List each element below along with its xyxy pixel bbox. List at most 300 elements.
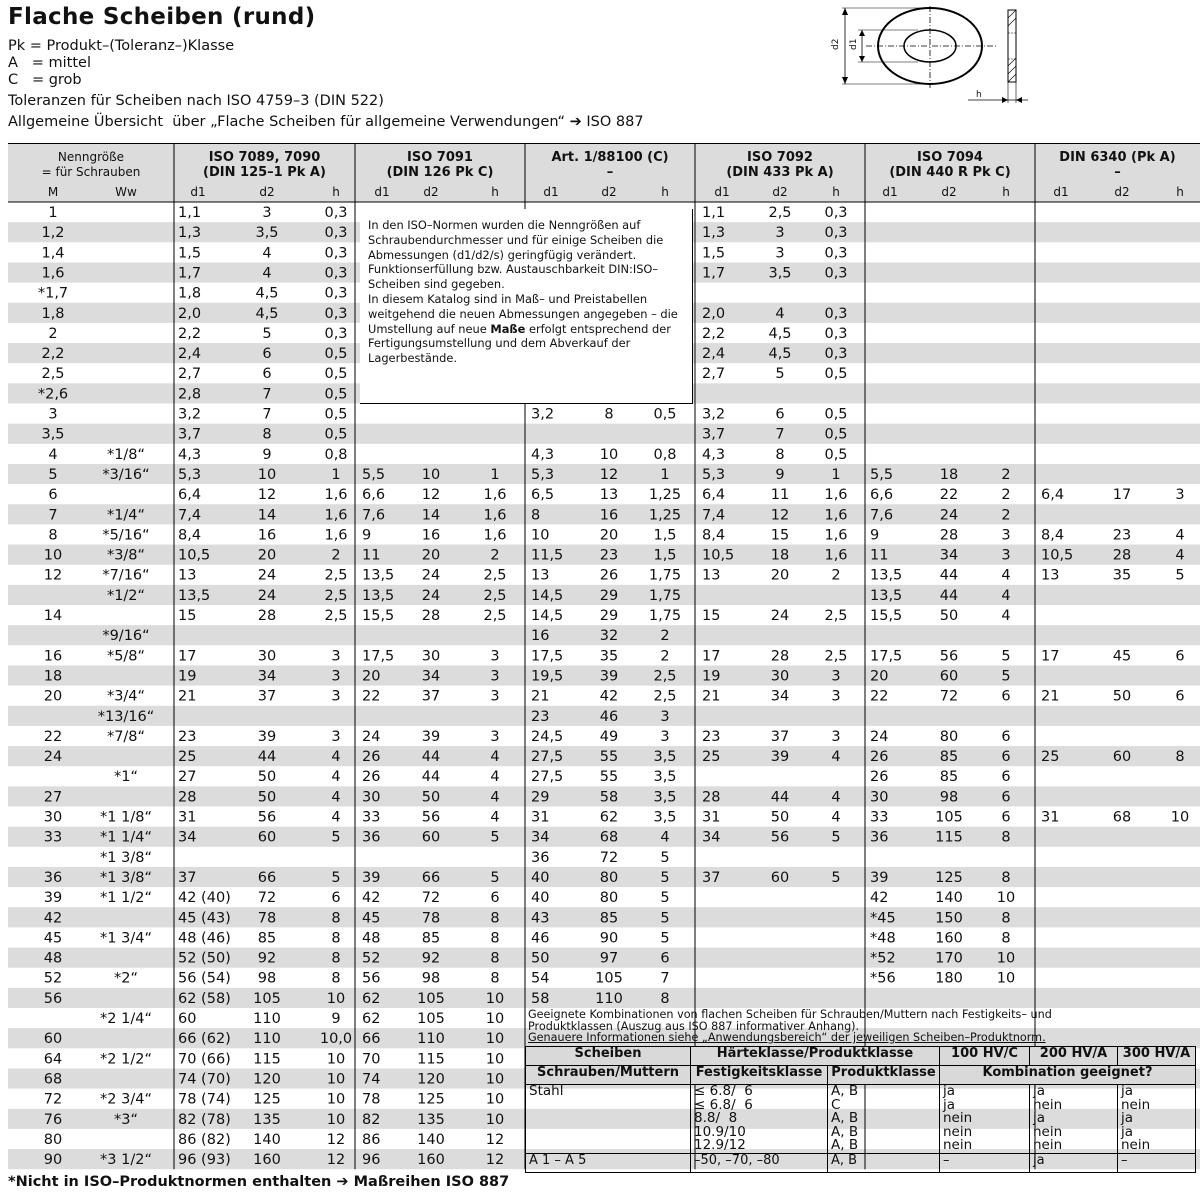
table-cell: 2	[1001, 466, 1011, 483]
table-cell: 140	[935, 890, 963, 907]
table-cell: 11	[362, 547, 381, 564]
table-cell: 8	[490, 970, 500, 987]
table-cell: 0,3	[824, 265, 848, 282]
table-cell: 3,5	[653, 789, 677, 806]
header-col-ww: Ww	[115, 185, 137, 199]
table-cell: 6	[1175, 688, 1185, 705]
table-cell: 85	[599, 910, 619, 927]
table-cell: 17,5	[362, 648, 395, 665]
stahl-festigkeit: ≤ 6.8/ 6 ≤ 6.8/ 6 8.8/ 8 10.9/10 12.9/12	[691, 1085, 828, 1154]
table-cell: 8	[331, 910, 341, 927]
table-cell: 4	[1001, 567, 1011, 584]
table-cell: 160	[253, 1152, 281, 1169]
header-sub-h: h	[332, 185, 340, 199]
table-cell: 37	[257, 688, 277, 705]
table-cell: 82 (78)	[178, 1111, 231, 1128]
table-cell: 12	[770, 507, 790, 524]
table-cell: 27,5	[531, 769, 564, 786]
table-cell: 6,4	[1041, 487, 1065, 504]
table-cell: 2,7	[702, 366, 726, 383]
table-cell: 3	[490, 728, 500, 745]
table-cell: 4	[831, 789, 841, 806]
table-cell: 1,7	[178, 265, 202, 282]
table-cell: 4	[1175, 547, 1185, 564]
table-cell: 0,5	[324, 386, 348, 403]
table-cell: 3	[331, 728, 341, 745]
table-cell: 4,5	[255, 285, 279, 302]
a1a5-label: A 1 – A 5	[526, 1153, 691, 1172]
table-cell: 5	[660, 910, 670, 927]
table-cell: 58	[531, 990, 550, 1007]
table-cell: 80	[939, 728, 959, 745]
table-cell: 5	[490, 869, 500, 886]
table-cell: 10	[485, 990, 505, 1007]
table-cell: 25	[1041, 749, 1060, 766]
table-cell: 6,6	[362, 487, 386, 504]
table-cell: 115	[417, 1051, 445, 1068]
table-cell: 7	[262, 386, 272, 403]
table-cell: 4	[1001, 608, 1011, 624]
table-cell: 4,3	[702, 446, 726, 463]
table-cell: *5/16“	[102, 527, 150, 544]
table-cell: 36	[531, 849, 550, 866]
table-cell: 3,5	[653, 769, 677, 786]
table-cell: 62 (58)	[178, 990, 231, 1007]
table-cell: 37	[421, 688, 441, 705]
table-cell: 12	[326, 1152, 346, 1169]
table-cell: 10	[257, 466, 277, 483]
table-cell: 28	[770, 648, 790, 665]
table-cell: 37	[770, 728, 790, 745]
table-cell: 2,2	[702, 325, 726, 342]
table-cell: 8	[1001, 910, 1011, 927]
table-cell: 2,5	[824, 648, 848, 665]
table-cell: 3,2	[531, 406, 555, 423]
table-cell: 20	[421, 547, 441, 564]
table-cell: 25	[702, 749, 721, 766]
table-cell: 6	[1001, 688, 1011, 705]
table-cell: 0,5	[324, 406, 348, 423]
table-cell: 5	[660, 890, 670, 907]
table-cell: 33	[43, 829, 63, 846]
table-cell: 0,3	[324, 305, 348, 322]
table-cell: *45	[870, 910, 896, 927]
table-cell: 10,5	[702, 547, 735, 564]
table-cell: 62	[362, 1011, 381, 1027]
table-cell: 10	[599, 446, 619, 463]
table-cell: 82	[362, 1111, 381, 1128]
table-row	[114, 769, 1011, 785]
a1a5-300hv: –	[1118, 1153, 1196, 1172]
table-cell: 7,4	[702, 507, 726, 524]
table-cell: 17,5	[870, 648, 903, 665]
table-cell: 0,3	[824, 205, 848, 221]
note-p3c: erfolgt entsprechend der Fertigungsumstellung und dem Abverkauf der Lagerbestände.	[368, 321, 671, 366]
table-cell: 78	[362, 1091, 381, 1108]
table-cell: 3	[1175, 487, 1185, 504]
table-cell: 5	[660, 869, 670, 886]
table-cell: 21	[531, 688, 550, 705]
table-cell: 85	[939, 749, 959, 766]
table-cell: 39	[870, 869, 889, 886]
note-p1: In den ISO–Normen wurden die Nenngrößen auf Schraubendurchmesser und für einige Scheiben die Abmessungen (d1/d2/s) geringfügig verändert.	[368, 218, 664, 262]
table-cell: 29	[531, 789, 550, 806]
table-cell: 8,4	[702, 527, 726, 544]
table-cell: 10	[326, 1051, 346, 1068]
table-cell: 20	[43, 688, 63, 705]
table-cell: 180	[935, 970, 963, 987]
table-cell: 28	[1112, 547, 1132, 564]
table-cell: 3	[331, 648, 341, 665]
table-cell: 110	[595, 990, 623, 1007]
table-cell: *1/2“	[106, 587, 146, 604]
table-cell: 3	[831, 688, 841, 705]
table-cell: 0,3	[824, 346, 848, 363]
table-cell: 17	[1112, 487, 1132, 504]
table-cell: 2,4	[178, 346, 202, 363]
table-cell: 4	[1001, 587, 1011, 604]
table-cell: 120	[417, 1071, 445, 1088]
table-cell: 10	[996, 970, 1016, 987]
table-cell: *2 1/2“	[100, 1051, 152, 1068]
table-cell: 4	[331, 809, 341, 826]
table-cell: 60	[421, 829, 441, 846]
table-cell: 16	[257, 527, 277, 544]
table-cell: 5	[1001, 648, 1011, 665]
table-cell: 10	[326, 1091, 346, 1108]
header-group-5: ISO 7094	[917, 150, 983, 165]
table-cell: 34	[939, 547, 959, 564]
table-cell: 16	[531, 628, 550, 645]
table-cell: 23	[531, 708, 550, 725]
table-cell: 10	[485, 1111, 505, 1128]
table-cell: 12	[43, 567, 63, 584]
table-cell: 56	[43, 990, 63, 1007]
table-cell: 34	[178, 829, 197, 846]
table-cell: 6	[1175, 648, 1185, 665]
table-cell: 26	[362, 769, 381, 786]
table-cell: 54	[531, 970, 550, 987]
table-cell: 2,5	[653, 668, 677, 685]
table-cell: 12	[599, 466, 619, 483]
table-cell: 22	[43, 728, 63, 745]
table-cell: 0,5	[324, 366, 348, 383]
table-cell: 17,5	[531, 648, 564, 665]
table-cell: 3,5	[653, 809, 677, 826]
table-cell: 1,25	[648, 507, 682, 524]
table-cell: 1,6	[324, 507, 348, 524]
table-cell: 0,5	[824, 406, 848, 423]
table-cell: 27	[43, 789, 63, 806]
table-cell: 39	[257, 728, 277, 745]
table-cell: 72	[421, 890, 441, 907]
table-cell: 5	[331, 869, 341, 886]
table-cell: 6,4	[702, 487, 726, 504]
table-cell: 56	[362, 970, 381, 987]
table-cell: 2,5	[824, 608, 848, 624]
table-cell: 15	[770, 527, 790, 544]
header-group-2-sub: (DIN 126 Pk C)	[386, 165, 494, 180]
table-cell: 26	[362, 749, 381, 766]
table-cell: 24	[43, 749, 63, 766]
table-cell: 60	[1112, 749, 1132, 766]
table-cell: *3/4“	[106, 688, 146, 705]
table-cell: 22	[870, 688, 889, 705]
table-cell: 80	[599, 890, 619, 907]
table-cell: 24	[939, 507, 959, 524]
table-cell: 29	[599, 608, 619, 624]
table-cell: 48	[362, 930, 381, 947]
table-cell: 12	[485, 1131, 505, 1148]
table-cell: 30	[421, 648, 441, 665]
table-cell: 105	[253, 990, 281, 1007]
table-cell: 2,5	[483, 587, 507, 604]
table-cell: 1,5	[702, 245, 726, 262]
table-cell: 14	[257, 507, 277, 524]
table-cell: 4	[490, 789, 500, 806]
table-cell: 9	[775, 466, 785, 483]
table-cell: 42 (40)	[178, 890, 231, 907]
header-300hv: 300 HV/A	[1118, 1047, 1196, 1066]
table-cell: 2	[331, 547, 341, 564]
table-cell: 44	[939, 587, 959, 604]
table-cell: 44	[421, 769, 441, 786]
stahl-label: Stahl	[526, 1085, 691, 1154]
table-cell: 50	[939, 608, 959, 624]
table-cell: 98	[257, 970, 277, 987]
table-cell: 13	[599, 487, 619, 504]
washer-drawing	[828, 6, 1028, 106]
table-cell: 0,8	[653, 446, 677, 463]
table-cell: 1,6	[824, 527, 848, 544]
note-p3-bold: Maße	[490, 321, 526, 336]
table-cell: 3,5	[41, 426, 65, 443]
table-cell: *1 3/8“	[100, 849, 152, 866]
header-sub-h: h	[491, 185, 499, 199]
table-cell: 3	[490, 648, 500, 665]
table-cell: 3	[660, 728, 670, 745]
table-cell: 2,2	[41, 346, 65, 363]
table-cell: 0,3	[324, 325, 348, 342]
table-cell: 17	[178, 648, 197, 665]
table-cell: 56	[421, 809, 441, 826]
table-cell: 8,4	[178, 527, 202, 544]
table-cell: *3 1/2“	[100, 1152, 152, 1169]
table-cell: 6	[262, 346, 272, 363]
table-cell: 90	[599, 930, 619, 947]
table-cell: 24	[421, 587, 441, 604]
table-cell: 68	[43, 1071, 63, 1088]
table-cell: *2 3/4“	[100, 1091, 152, 1108]
table-cell: *1 3/4“	[100, 930, 152, 947]
table-row	[44, 971, 1015, 987]
table-cell: 24	[257, 587, 277, 604]
table-cell: 28	[178, 789, 197, 806]
table-cell: 1,6	[483, 527, 507, 544]
header-sub-d2: d2	[1114, 185, 1130, 199]
table-cell: 2,5	[483, 608, 507, 624]
table-cell: 42	[43, 910, 63, 927]
table-cell: 62	[599, 809, 619, 826]
table-cell: 10,5	[178, 547, 211, 564]
table-cell: 4,3	[178, 446, 202, 463]
table-cell: 6	[1001, 749, 1011, 766]
table-cell: 13,5	[362, 567, 395, 584]
table-cell: 8	[331, 970, 341, 987]
table-cell: 105	[595, 970, 623, 987]
stahl-100hv: ja ja nein nein nein	[940, 1085, 1030, 1154]
table-cell: 24	[257, 567, 277, 584]
table-cell: 6	[1001, 769, 1011, 786]
table-cell: 6	[1001, 789, 1011, 806]
table-cell: 52	[362, 950, 381, 967]
table-cell: 72	[599, 849, 619, 866]
table-cell: 4	[490, 769, 500, 786]
table-cell: 98	[421, 970, 441, 987]
table-cell: 5	[48, 466, 58, 483]
combination-table	[525, 1046, 1196, 1173]
table-cell: 1,6	[483, 487, 507, 504]
table-cell: 26	[599, 567, 619, 584]
table-cell: 43	[531, 910, 550, 927]
table-cell: 4	[490, 809, 500, 826]
table-cell: 39	[599, 668, 619, 685]
table-cell: 10	[326, 1111, 346, 1128]
header-sub-d2: d2	[772, 185, 788, 199]
table-cell: *1 1/8“	[100, 809, 152, 826]
table-cell: 1,6	[824, 547, 848, 564]
table-row	[44, 1132, 504, 1148]
table-cell: 20	[257, 547, 277, 564]
table-cell: 3	[831, 668, 841, 685]
table-cell: 19	[178, 668, 197, 685]
table-cell: 98	[939, 789, 959, 806]
table-cell: *2“	[114, 970, 138, 987]
table-cell: 7	[48, 507, 58, 524]
table-cell: 105	[935, 809, 963, 826]
header-sub-d1: d1	[543, 185, 559, 199]
table-cell: 12	[485, 1152, 505, 1169]
header-produktklasse: Produktklasse	[828, 1066, 940, 1085]
table-cell: *7/8“	[106, 728, 146, 745]
table-cell: 50	[1112, 688, 1132, 705]
a1a5-produkt: A, B	[828, 1153, 940, 1172]
note-p2: Funktionserfüllung bzw. Austauschbarkeit DIN:ISO–Scheiben sind gegeben.	[368, 262, 659, 292]
table-cell: 3	[331, 688, 341, 705]
table-cell: 20	[870, 668, 889, 685]
table-cell: 5	[331, 829, 341, 846]
table-cell: 32	[599, 628, 619, 645]
table-cell: 18	[770, 547, 790, 564]
table-cell: 14,5	[531, 587, 564, 604]
table-row	[44, 890, 1015, 906]
table-cell: 1	[660, 466, 670, 483]
table-cell: 42	[870, 890, 889, 907]
table-cell: 1,6	[824, 487, 848, 504]
table-cell: 1,8	[41, 305, 65, 322]
table-cell: 50	[257, 769, 277, 786]
table-cell: 13	[178, 567, 197, 584]
table-cell: 29	[599, 587, 619, 604]
table-cell: 24	[362, 728, 381, 745]
table-cell: 39	[770, 749, 790, 766]
table-cell: 40	[531, 890, 550, 907]
table-cell: 1,3	[702, 225, 726, 242]
table-cell: 110	[253, 1031, 281, 1048]
table-cell: 125	[417, 1091, 445, 1108]
table-cell: 0,3	[824, 225, 848, 242]
combination-intro-line1: Geeignete Kombinationen von flachen Scheiben für Schrauben/Muttern nach Festigkeits– und	[528, 1008, 1052, 1021]
table-cell: 5	[262, 325, 272, 342]
table-cell: 13,5	[870, 587, 903, 604]
table-cell: 30	[257, 648, 277, 665]
table-cell: 86 (82)	[178, 1131, 231, 1148]
table-cell: 15	[178, 608, 197, 624]
table-cell: 66	[421, 869, 441, 886]
stahl-200hv: ja nein ja nein nein	[1030, 1085, 1118, 1154]
table-cell: 34	[702, 829, 721, 846]
table-cell: *1 1/4“	[100, 829, 152, 846]
table-row	[48, 527, 1184, 543]
table-cell: 5,3	[531, 466, 555, 483]
stahl-300hv: ja nein ja ja nein	[1118, 1085, 1196, 1154]
table-cell: 23	[178, 728, 197, 745]
table-cell: 92	[421, 950, 441, 967]
table-cell: 0,5	[824, 366, 848, 383]
table-row	[44, 1152, 504, 1168]
table-cell: 2,5	[324, 567, 348, 584]
a1a5-100hv: –	[940, 1153, 1030, 1172]
a1a5-festigkeit: –50, –70, –80	[691, 1153, 828, 1172]
table-cell: 11,5	[531, 547, 564, 564]
table-cell: 50	[421, 789, 441, 806]
table-cell: 10	[485, 1071, 505, 1088]
table-cell: 74	[362, 1071, 381, 1088]
table-cell: 1,1	[702, 205, 726, 221]
table-cell: 12	[326, 1131, 346, 1148]
table-cell: 78	[257, 910, 277, 927]
table-cell: 64	[43, 1051, 63, 1068]
table-cell: 44	[257, 749, 277, 766]
table-cell: 86	[362, 1131, 381, 1148]
table-cell: 4	[660, 829, 670, 846]
table-cell: 20	[362, 668, 381, 685]
table-cell: 31	[178, 809, 197, 826]
table-cell: 7,6	[870, 507, 894, 524]
table-cell: 1,3	[178, 225, 202, 242]
table-cell: 15,5	[362, 608, 395, 624]
table-cell: 50	[257, 789, 277, 806]
table-cell: 45	[362, 910, 381, 927]
table-cell: 3	[775, 245, 785, 262]
table-cell: 24	[770, 608, 790, 624]
table-cell: 7	[775, 426, 785, 443]
table-cell: 9	[262, 446, 272, 463]
table-cell: 0,3	[324, 225, 348, 242]
header-sub-d1: d1	[882, 185, 898, 199]
table-cell: 1	[331, 466, 341, 483]
table-cell: 20	[770, 567, 790, 584]
table-cell: 4	[831, 749, 841, 766]
table-cell: 8,4	[1041, 527, 1065, 544]
table-row	[48, 407, 847, 423]
header-200hv: 200 HV/A	[1030, 1047, 1118, 1066]
table-cell: 5	[660, 849, 670, 866]
table-row	[44, 648, 1185, 664]
table-row	[44, 810, 1189, 826]
table-cell: 0,3	[324, 285, 348, 302]
table-cell: 5,3	[702, 466, 726, 483]
